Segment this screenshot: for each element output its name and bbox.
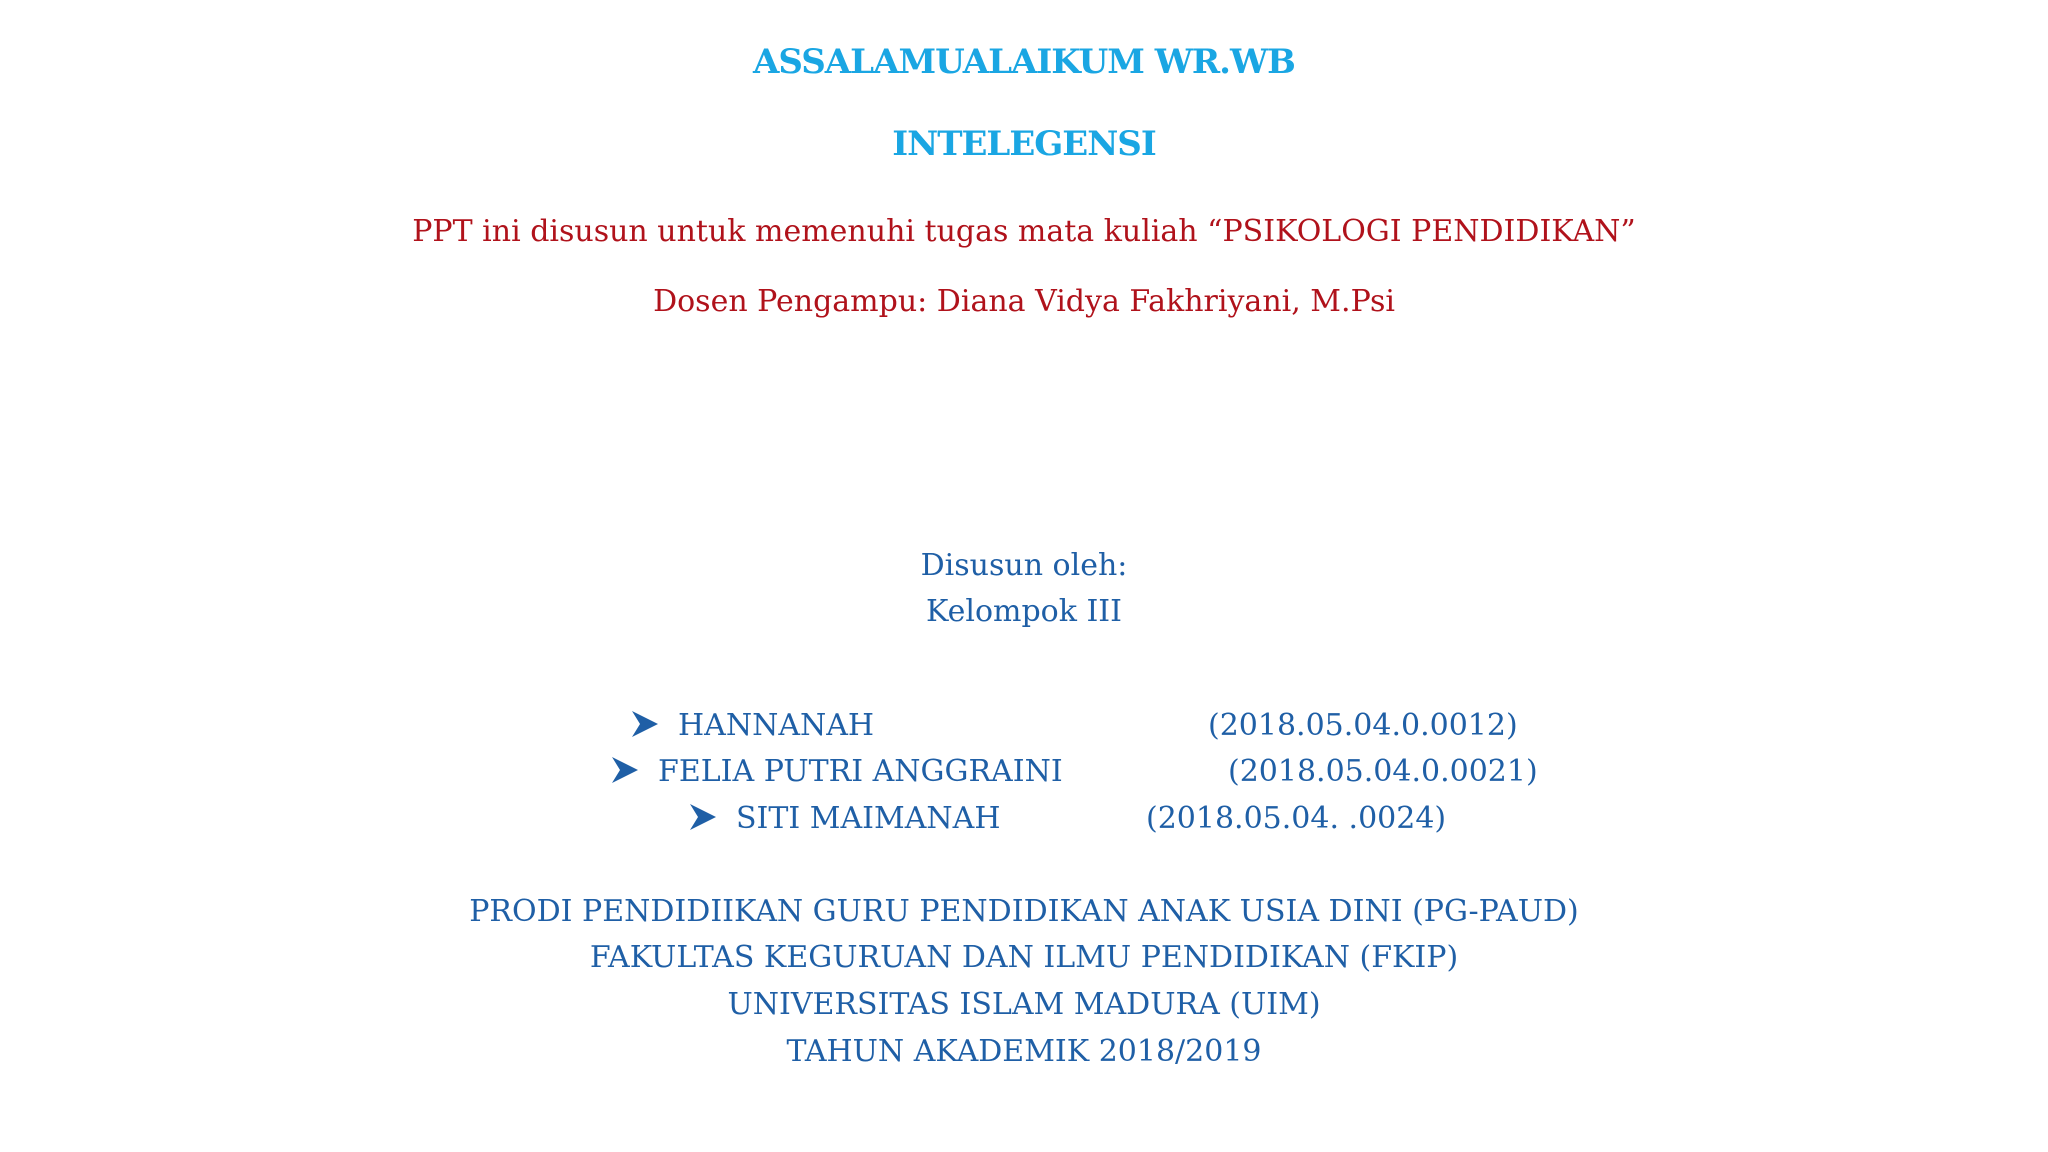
- arrow-bullet-icon: [612, 757, 638, 783]
- footer-university: UNIVERSITAS ISLAM MADURA (UIM): [727, 987, 1321, 1022]
- member-id: (2018.05.04. .0024): [1146, 801, 1447, 836]
- lecturer-text: Dosen Pengampu: Diana Vidya Fakhriyani, M.Psi: [653, 284, 1395, 319]
- member-id: (2018.05.04.0.0021): [1228, 754, 1538, 789]
- arrow-bullet-icon: [632, 711, 658, 737]
- subtitle-text: PPT ini disusun untuk memenuhi tugas mata kuliah “PSIKOLOGI PENDIDIKAN”: [412, 214, 1636, 249]
- compiled-by-label: Disusun oleh:: [920, 548, 1128, 583]
- member-row: [612, 754, 1538, 796]
- member-name: FELIA PUTRI ANGGRAINI: [658, 754, 1063, 789]
- footer-program: PRODI PENDIDIIKAN GURU PENDIDIKAN ANAK USIA DINI (PG-PAUD): [469, 894, 1579, 929]
- footer-faculty: FAKULTAS KEGURUAN DAN ILMU PENDIDIKAN (FKIP): [589, 940, 1459, 975]
- greeting-heading: ASSALAMUALAIKUM WR.WB: [753, 42, 1295, 82]
- slide-title: INTELEGENSI: [892, 124, 1156, 164]
- footer-academic-year: TAHUN AKADEMIK 2018/2019: [786, 1034, 1262, 1069]
- member-row: [632, 708, 1518, 750]
- arrow-bullet-icon: [690, 804, 716, 830]
- member-name: HANNANAH: [678, 708, 875, 743]
- member-id: (2018.05.04.0.0012): [1208, 708, 1518, 743]
- group-label: Kelompok III: [926, 594, 1122, 629]
- member-name: SITI MAIMANAH: [736, 801, 1001, 836]
- member-row: [690, 801, 1447, 843]
